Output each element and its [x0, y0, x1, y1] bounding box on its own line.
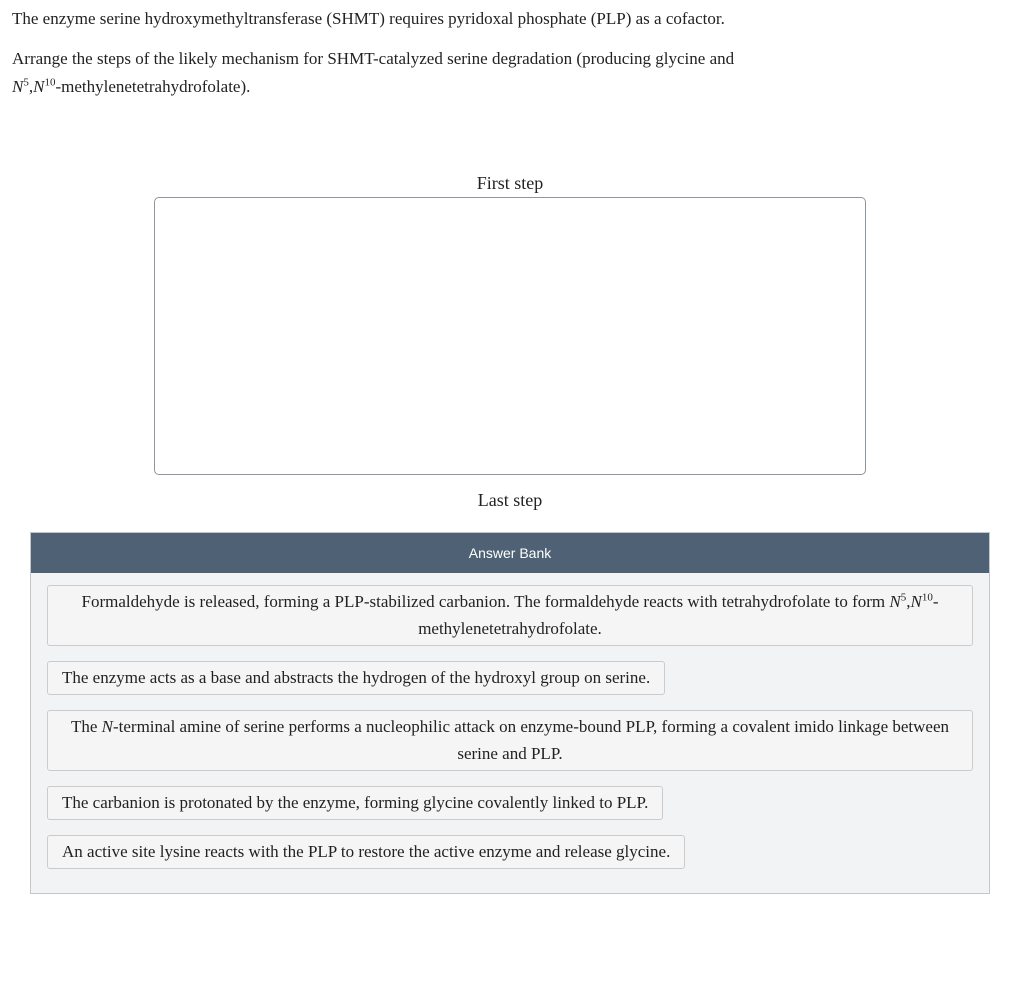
item1-text-b: -methylenetetrahydrofolate.	[418, 592, 939, 638]
instruction-text: Arrange the steps of the likely mechanism for SHMT-catalyzed serine degradation (producing glycine and	[12, 49, 735, 68]
item1-comma: ,	[906, 592, 911, 611]
last-step-label: Last step	[477, 490, 543, 510]
answer-item-formaldehyde-release[interactable]	[47, 585, 973, 646]
instruction-sup5: 5	[23, 76, 29, 89]
answer-bank[interactable]	[30, 532, 990, 894]
answer-item-base-abstracts-hydrogen[interactable]: The enzyme acts as a base and abstracts the hydrogen of the hydroxyl group on serine.	[47, 661, 665, 695]
answer-item-carbanion-protonated[interactable]: The carbanion is protonated by the enzyme, forming glycine covalently linked to PLP.	[47, 786, 663, 820]
item1-sup10: 10	[921, 591, 933, 604]
item1-n10: N	[910, 592, 922, 611]
answer-item-lysine-restores-enzyme[interactable]: An active site lysine reacts with the PLP to restore the active enzyme and release glycine.	[47, 835, 685, 869]
item3-text-a: The	[70, 717, 102, 736]
instruction-comma: ,	[28, 77, 34, 96]
instruction-n5: N	[12, 77, 24, 96]
item1-text-a: Formaldehyde is released, forming a PLP-stabilized carbanion. The formaldehyde reacts with tetrahydrofolate to form	[81, 592, 890, 611]
answer-item-nucleophilic-attack[interactable]	[47, 710, 973, 771]
question-intro: The enzyme serine hydroxymethyltransferase (SHMT) requires pyridoxal phosphate (PLP) as a cofactor.	[12, 9, 725, 28]
instruction-n10: N	[33, 77, 45, 96]
answer-bank-header: Answer Bank	[31, 533, 989, 573]
item3-italic-n: N	[101, 717, 113, 736]
answer-bank-items	[31, 573, 989, 869]
instruction-sup10: 10	[44, 76, 56, 89]
first-step-label: First step	[476, 173, 544, 193]
item3-text-b: -terminal amine of serine performs a nucleophilic attack on enzyme-bound PLP, forming a covalent imido linkage between serine and PLP.	[112, 717, 950, 763]
question-instruction	[12, 45, 912, 101]
ordering-drop-zone[interactable]	[154, 197, 866, 475]
item1-n5: N	[889, 592, 901, 611]
instruction-tail: -methylenetetrahydrofolate).	[55, 77, 251, 96]
item1-sup5: 5	[900, 591, 907, 604]
